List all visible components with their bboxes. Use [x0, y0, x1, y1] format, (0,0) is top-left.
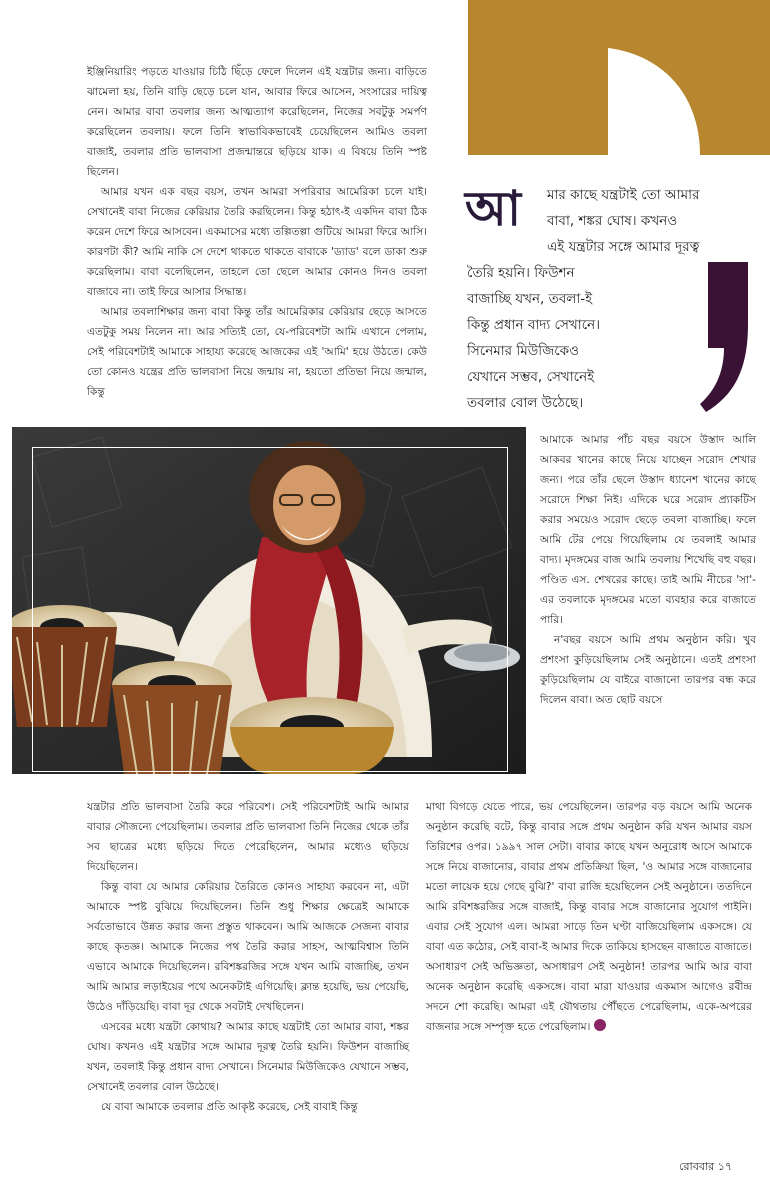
pull-quote-line: তৈরি হয়নি। ফিউশন: [467, 265, 575, 281]
paragraph: ইঞ্জিনিয়ারিং পড়তে যাওয়ার চিঠি ছিঁড়ে ফেলে দিলেন এই যন্ত্রটার জন্য। বাড়িতে ঝামেলা হয়, তিনি বাড়ি ছেড়ে চলে যান, আবার ফিরে আসেন, সংসারের দায়িত্ব নেন। আমার বাবা তবলার জন্য আত্মত্যাগ করেছিলেন, নিজের সবটুকু সমর্পণ করেছিলেন তবলায়। ফলে তিনি স্বাভাবিকভাবেই চেয়েছিলেন আমিও তবলা বাজাই, তবলার প্রতি ভালবাসা প্রজন্মান্তরে ছড়িয়ে যাক। এ বিষয়ে তিনি স্পষ্ট ছিলেন।: [87, 66, 427, 178]
pull-quote-line: বাজাচ্ছি যখন, তবলা-ই: [467, 291, 593, 307]
paragraph: যন্ত্রটার প্রতি ভালবাসা তৈরি করে পরিবেশ। সেই পরিবেশটাই আমি আমার বাবার সৌজন্যে পেয়েছিলাম। তবলার প্রতি ভালবাসা তিনি নিজের থেকে তাঁর সব ছাত্রের মধ্যে ছড়িয়ে দিতে পেরেছিলেন, আমার মধ্যেও ছড়িয়ে দিয়েছিলেন।: [87, 801, 409, 873]
decorative-comma-icon: [698, 262, 750, 412]
paragraph: আমার তবলাশিক্ষার জন্য বাবা কিন্তু তাঁর আমেরিকার কেরিয়ার ছেড়ে আসতে এতটুকু সময় নিলেন না। আর সত্যিই তো, যে-পরিবেশটা আমি এখানে পেলাম, সেই পরিবেশটাই আমাকে সাহায্য করেছে আজকের এই 'আমি' হয়ে উঠতে। কেউ তো কোনও যন্ত্রের প্রতি ভালবাসা নিয়ে জন্মায় না, হয়তো প্রতিভা নিয়ে জন্মাল, কিন্তু: [87, 306, 427, 398]
paragraph: ন'বছর বয়সে আমি প্রথম অনুষ্ঠান করি। খুব প্রশংসা কুড়িয়েছিলাম সেই অনুষ্ঠানে। এতই প্রশংসা কুড়িয়েছিলাম যে বাইরে বাজানো তারপর বন্ধ করে দিলেন বাবা। অত ছোট বয়সে: [540, 634, 756, 706]
paragraph: আমার যখন এক বছর বয়স, তখন আমরা সপরিবার আমেরিকা চলে যাই। সেখানেই বাবা নিজের কেরিয়ার তৈরি করছিলেন। কিন্তু হঠাৎ-ই একদিন বাবা ঠিক করেন দেশে ফিরে আসবেন। একমাসের মধ্যে তল্পিতল্পা গুটিয়ে আমরা ফিরে আসি। কারণটা কী? আমি নাকি সে দেশে থাকতে থাকতে বাবাকে 'ড্যাড' বলে ডাকা শুরু করেছিলাম। বাবা বলেছিলেন, তাহলে তো ছেলে আমার কোনও দিনও তবলা বাজাবে না। তাই ফিরে আসার সিদ্ধান্ত।: [87, 186, 427, 298]
pull-quote-line: এই যন্ত্রটার সঙ্গে আমার দূরত্ব: [547, 239, 700, 255]
photo-frame: [32, 447, 508, 772]
pull-quote-line: মার কাছে যন্ত্রটাই তো আমার: [547, 187, 700, 203]
paragraph: এসবের মধ্যে যন্ত্রটা কোথায়? আমার কাছে যন্ত্রটাই তো আমার বাবা, শঙ্কর ঘোষ। কখনও এই যন্ত্রটার সঙ্গে আমার দূরত্ব তৈরি হয়নি। ফিউশন বাজাচ্ছি যখন, তবলাই কিন্তু প্রধান বাদ্য সেখানে। সিনেমার মিউজিকেও যেখানে সম্ভব, সেখানেই তবলার বোল উঠেছে।: [87, 1021, 409, 1093]
paragraph: [426, 797, 752, 1037]
end-of-article-bullet-icon: [594, 1019, 606, 1031]
paragraph: যে বাবা আমাকে তবলার প্রতি আকৃষ্ট করেছে, সেই বাবাই কিন্তু: [101, 1101, 358, 1113]
paragraph: আমাকে আমার পাঁচ বছর বয়সে উস্তাদ আলি আকবর খানের কাছে নিয়ে যাচ্ছেন সরোদ শেখার জন্য। পরে তাঁর ছেলে উস্তাদ ধ্যানেশ খানের কাছে সরোদে শিক্ষা নিই। এদিকে ঘরে সরোদ প্র্যাকটিস করার সময়েও সরোদ ছেড়ে তবলা বাজাচ্ছি। ফলে আমি টের পেয়ে গিয়েছিলাম যে তবলাই আমার বাদ্য। মৃদঙ্গমের বাজ আমি তবলায় শিখেছি বহু বছর। পণ্ডিত এস. শেখরের কাছে। তাই আমি নীচের 'সা'-এর তবলাকে মৃদঙ্গমের মতো ব্যবহার করে বাজাতে পারি।: [540, 434, 756, 626]
pull-quote-line: তবলার বোল উঠেছে।: [467, 395, 584, 411]
paragraph: কিন্তু বাবা যে আমার কেরিয়ার তৈরিতে কোনও সাহায্য করবেন না, এটা আমাকে স্পষ্ট বুঝিয়ে দিয়েছিলেন। তিনি শুধু শিক্ষার ক্ষেত্রেই আমাকে সর্বতোভাবে উন্নত করার জন্য প্রস্তুত থাকবেন। আমি আজকে সেজন্য বাবার কাছে কৃতজ্ঞ। আমাকে নিজের পথ তৈরি করার সাহস, আত্মবিশ্বাস তিনি এভাবে আমাকে দিয়েছিলেন। রবিশঙ্করজির সঙ্গে যখন আমি বাজাচ্ছি, তখন আমি আমার লড়াইয়ের পথে অনেকটাই এগিয়েছি। ক্লান্ত হয়েছি, ভয় পেয়েছি, উঠেও দাঁড়িয়েছি। বাবা দূর থেকে সবটাই দেখছিলেন।: [87, 881, 409, 1013]
decorative-gold-shape: [468, 0, 770, 155]
pull-quote-line: কিন্তু প্রধান বাদ্য সেখানে।: [467, 317, 601, 333]
pull-quote-drop-letter: আ: [465, 181, 521, 237]
page-footer: রোববার ১৭: [679, 1160, 732, 1173]
article-column-top-left: [87, 62, 427, 402]
pull-quote-line: বাবা, শঙ্কর ঘোষ। কখনও: [547, 213, 678, 229]
article-column-bottom-right: [426, 797, 752, 1037]
article-column-bottom-left: [87, 797, 409, 1117]
paragraph-text: মাথা বিগড়ে যেতে পারে, ভয় পেয়েছিলেন। তারপর বড় বয়সে আমি অনেক অনুষ্ঠান করেছি বটে, কিন্তু বাবার সঙ্গে প্রথম অনুষ্ঠান করি যখন আমার বয়স তিরিশের ওপর। ১৯৯৭ সাল সেটা। বাবার কাছে যখন অনুরোধ আসে আমাকে সঙ্গে নিয়ে বাজানোর, বাবার প্রথম প্রতিক্রিয়া ছিল, 'ও আমার সঙ্গে বাজানোর মতো লায়েক হয়ে গেছে বুঝি?' বাবা রাজি হয়েছিলেন সেই অনুষ্ঠানে। ততদিনে আমি রবিশঙ্করজির সঙ্গে বাজাই, কিন্তু বাবার সঙ্গে বাজানোর সুযোগ পাইনি। এবার সেই সুযোগ এল। আমরা সাড়ে তিন ঘণ্টা বাজিয়েছিলাম একসঙ্গে। যে বাবা এত কঠোর, সেই বাবা-ই আমার দিকে তাকিয়ে হাসছেন বাজাতে বাজাতে। অসাধারণ সেই অভিজ্ঞতা, অসাধারণ সেই অনুষ্ঠান! তারপর আমি আর বাবা অনেক অনুষ্ঠান করেছি একসঙ্গে। বাবা মারা যাওয়ার একমাস আগেও রবীন্দ্র সদনে শো করেছি। আমরা এই যৌথতায় পৌঁছতে পেরেছিলাম, একে-অপরের বাজনার সঙ্গে সম্পৃক্ত হতে পেরেছিলাম।: [426, 801, 752, 1033]
pull-quote-line: যেখানে সম্ভব, সেখানেই: [467, 369, 595, 385]
article-column-right: [540, 430, 756, 710]
pull-quote-line: সিনেমার মিউজিকেও: [467, 343, 580, 359]
